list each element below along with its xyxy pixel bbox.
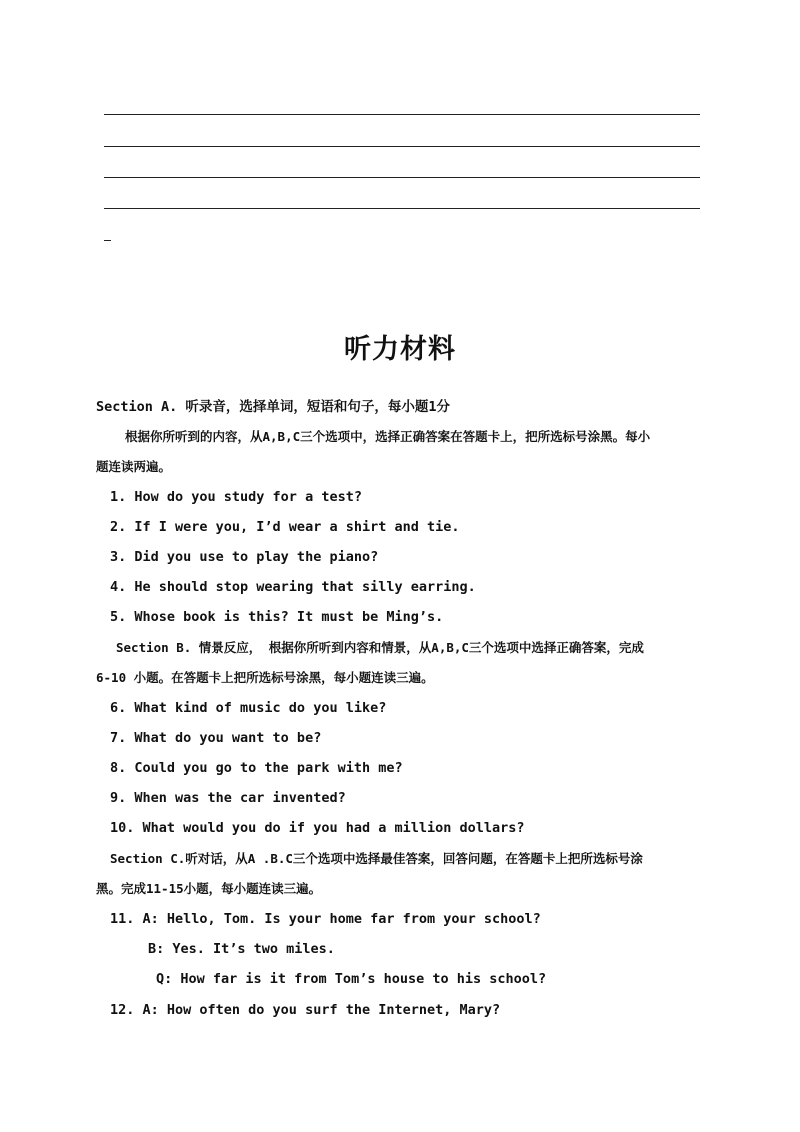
list-item: 10. What would you do if you had a million dollars? — [110, 820, 525, 836]
page-title: 听力材料 — [344, 334, 456, 365]
section-b-heading-cont: 6-10 小题。在答题卡上把所选标号涂黑，每小题连读三遍。 — [96, 670, 434, 685]
answer-line-stub — [104, 240, 111, 241]
section-b-heading: Section B. 情景反应， 根据你所听到内容和情景，从A,B,C三个选项中选择正确答案，完成 — [116, 640, 644, 655]
list-item: 3. Did you use to play the piano? — [110, 549, 379, 565]
list-item: 2. If I were you, I’d wear a shirt and tie. — [110, 519, 460, 535]
list-item: 6. What kind of music do you like? — [110, 700, 387, 716]
section-a-instruction-cont: 题连读两遍。 — [96, 459, 172, 474]
list-item: 4. He should stop wearing that silly earring. — [110, 579, 476, 595]
answer-line-3 — [104, 177, 700, 178]
dialogue-question: Q: How far is it from Tom’s house to his school? — [156, 971, 547, 987]
list-item: 5. Whose book is this? It must be Ming’s. — [110, 609, 444, 625]
section-c-heading: Section C.听对话，从A .B.C三个选项中选择最佳答案，回答问题，在答题卡上把所选标号涂 — [110, 851, 643, 866]
answer-line-4 — [104, 208, 700, 209]
section-c-heading-cont: 黑。完成11-15小题，每小题连读三遍。 — [96, 881, 322, 896]
dialogue-line: 11. A: Hello, Tom. Is your home far from your school? — [110, 911, 541, 927]
answer-line-2 — [104, 146, 700, 147]
dialogue-line: 12. A: How often do you surf the Internet, Mary? — [110, 1002, 501, 1018]
section-a-heading: Section A. 听录音，选择单词，短语和句子，每小题1分 — [96, 399, 451, 415]
list-item: 9. When was the car invented? — [110, 790, 346, 806]
list-item: 7. What do you want to be? — [110, 730, 322, 746]
section-a-instruction: 根据你所听到的内容，从A,B,C三个选项中，选择正确答案在答题卡上，把所选标号涂黑。每小 — [125, 429, 651, 444]
list-item: 8. Could you go to the park with me? — [110, 760, 403, 776]
dialogue-line: B: Yes. It’s two miles. — [148, 941, 335, 957]
list-item: 1. How do you study for a test? — [110, 489, 362, 505]
answer-line-1 — [104, 114, 700, 115]
